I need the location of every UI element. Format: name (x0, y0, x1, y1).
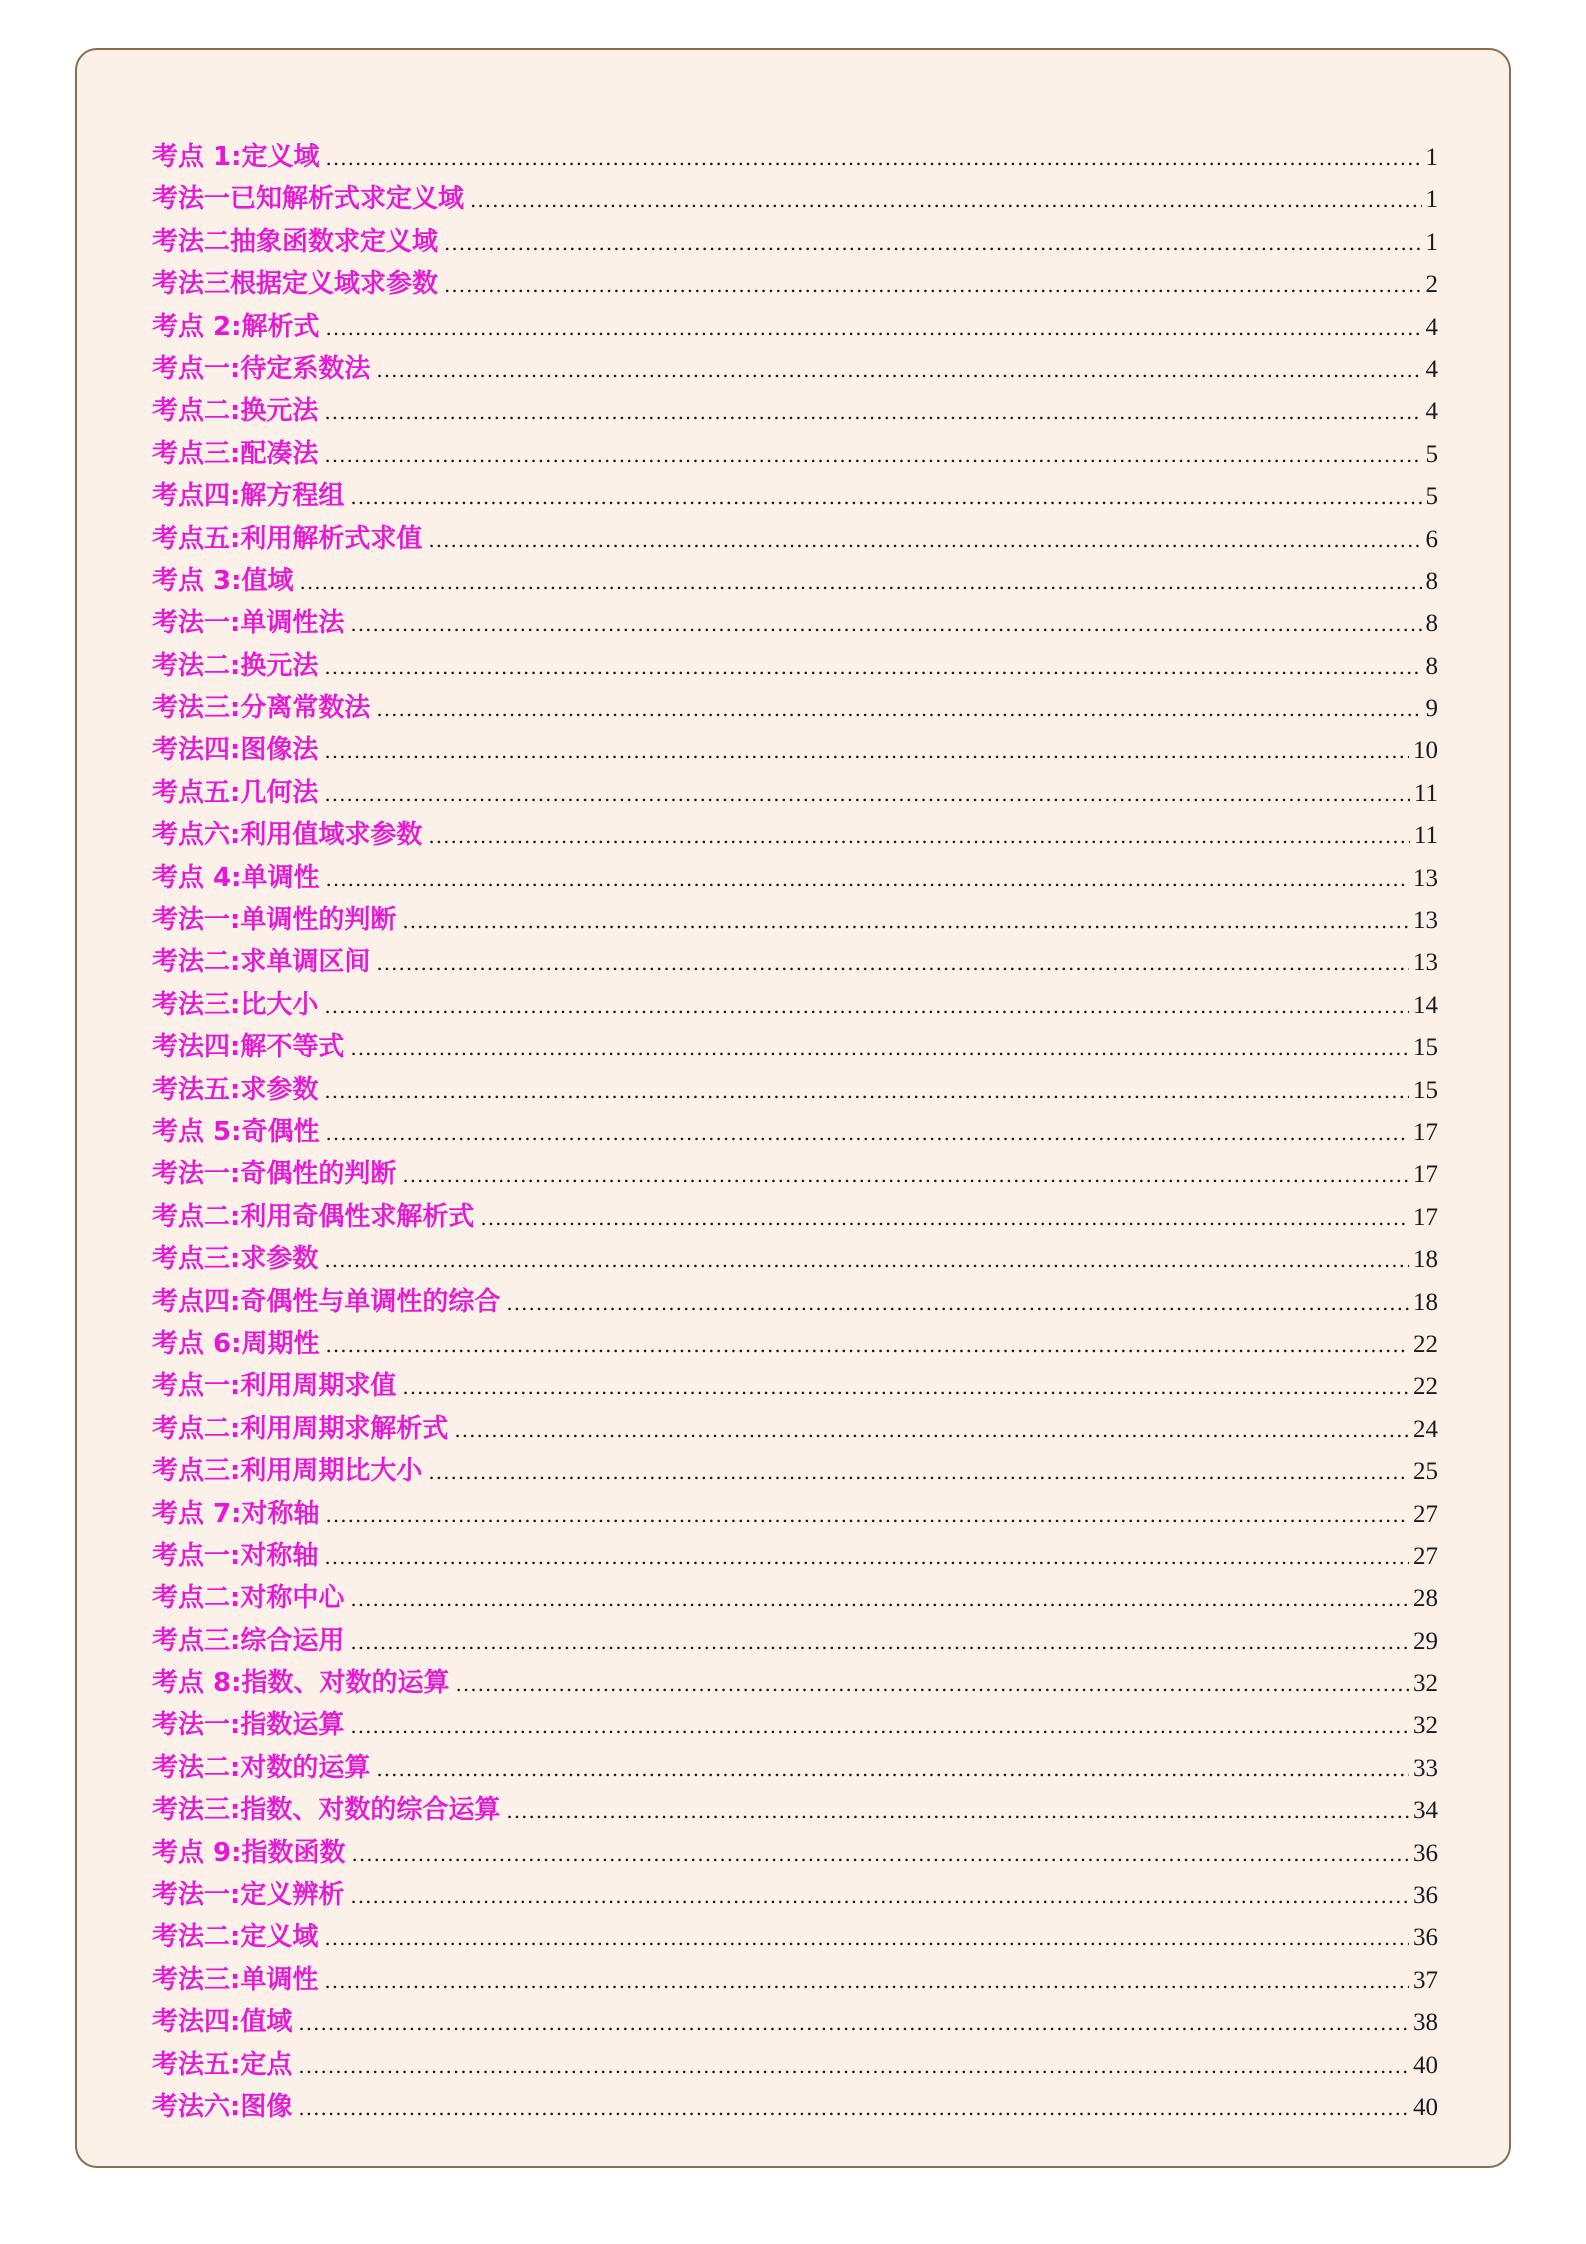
dot-leader (402, 1366, 1409, 1408)
dot-leader (324, 985, 1409, 1027)
dot-leader (456, 1663, 1409, 1705)
toc-entry[interactable] (152, 1323, 1438, 1365)
dot-leader (326, 1324, 1409, 1366)
toc-entry-title[interactable]: 考法一:单调性的判断 (152, 905, 397, 936)
toc-entry[interactable] (152, 1535, 1438, 1577)
dot-leader (324, 434, 1421, 476)
toc-entry-page-number: 17 (1413, 1203, 1438, 1231)
toc-entry[interactable] (152, 390, 1438, 432)
toc-entry-title[interactable]: 考法二:换元法 (152, 650, 319, 681)
toc-entry-title[interactable]: 考点 9:指数函数 (152, 1837, 346, 1868)
dot-leader (326, 858, 1409, 900)
toc-entry-page-number: 4 (1425, 398, 1438, 426)
toc-entry[interactable] (152, 1450, 1438, 1492)
toc-entry-page-number: 9 (1425, 695, 1438, 723)
toc-entry-page-number: 28 (1413, 1585, 1438, 1613)
dot-leader (506, 1790, 1409, 1832)
toc-entry[interactable] (152, 475, 1438, 517)
table-of-contents (152, 136, 1438, 2128)
toc-entry[interactable] (152, 1111, 1438, 1153)
toc-entry-page-number: 32 (1413, 1670, 1438, 1698)
toc-entry-title[interactable]: 考点二:利用奇偶性求解析式 (152, 1201, 475, 1232)
dot-leader (326, 1494, 1409, 1536)
toc-entry-page-number: 5 (1425, 440, 1438, 468)
dot-leader (506, 1282, 1409, 1324)
dot-leader (298, 2002, 1409, 2044)
dot-leader (428, 1451, 1409, 1493)
toc-entry-page-number: 37 (1413, 1966, 1438, 1994)
toc-entry-title[interactable]: 考法三:单调性 (152, 1964, 319, 1995)
dot-leader (444, 264, 1421, 306)
dot-leader (324, 391, 1421, 433)
toc-entry[interactable] (152, 1959, 1438, 2001)
toc-entry-page-number: 11 (1413, 822, 1438, 850)
toc-entry[interactable] (152, 1408, 1438, 1450)
toc-entry[interactable] (152, 1196, 1438, 1238)
toc-entry[interactable] (152, 1747, 1438, 1789)
toc-entry[interactable] (152, 1281, 1438, 1323)
toc-entry[interactable] (152, 1704, 1438, 1746)
dot-leader (428, 519, 1421, 561)
toc-entry[interactable] (152, 729, 1438, 771)
toc-entry[interactable] (152, 1069, 1438, 1111)
dot-leader (428, 815, 1410, 857)
toc-entry-page-number: 36 (1413, 1924, 1438, 1952)
toc-entry-page-number: 38 (1413, 2009, 1438, 2037)
toc-entry-title[interactable]: 考法一:单调性法 (152, 608, 345, 639)
toc-entry-title[interactable]: 考点三:利用周期比大小 (152, 1456, 423, 1487)
toc-entry-title[interactable]: 考点一:待定系数法 (152, 353, 371, 384)
toc-entry[interactable] (152, 1153, 1438, 1195)
toc-entry-title[interactable]: 考点二:换元法 (152, 396, 319, 427)
toc-entry[interactable] (152, 1916, 1438, 1958)
toc-entry[interactable] (152, 560, 1438, 602)
toc-entry[interactable] (152, 1832, 1438, 1874)
toc-entry-page-number: 6 (1425, 525, 1438, 553)
toc-entry[interactable] (152, 2044, 1438, 2086)
dot-leader (376, 1748, 1409, 1790)
toc-entry-page-number: 36 (1413, 1839, 1438, 1867)
toc-entry[interactable] (152, 306, 1438, 348)
toc-entry-page-number: 8 (1425, 652, 1438, 680)
toc-entry-title[interactable]: 考法二抽象函数求定义域 (152, 226, 439, 257)
toc-entry-title[interactable]: 考点二:利用周期求解析式 (152, 1413, 449, 1444)
toc-entry[interactable] (152, 1577, 1438, 1619)
toc-entry-title[interactable]: 考点五:几何法 (152, 777, 319, 808)
dot-leader (454, 1409, 1409, 1451)
toc-entry-page-number: 18 (1413, 1288, 1438, 1316)
toc-entry-page-number: 36 (1413, 1882, 1438, 1910)
toc-entry-page-number: 40 (1413, 2093, 1438, 2121)
toc-entry-page-number: 11 (1413, 779, 1438, 807)
toc-entry-page-number: 13 (1413, 949, 1438, 977)
dot-leader (324, 1536, 1409, 1578)
dot-leader (326, 1112, 1409, 1154)
dot-leader (324, 730, 1409, 772)
toc-entry[interactable] (152, 433, 1438, 475)
toc-entry-page-number: 4 (1425, 313, 1438, 341)
toc-entry-title[interactable]: 考点 8:指数、对数的运算 (152, 1668, 450, 1699)
toc-entry-page-number: 8 (1425, 610, 1438, 638)
dot-leader (350, 476, 1421, 518)
toc-entry-page-number: 15 (1413, 1034, 1438, 1062)
toc-entry-page-number: 27 (1413, 1542, 1438, 1570)
toc-entry-title[interactable]: 考点二:对称中心 (152, 1583, 345, 1614)
toc-entry[interactable] (152, 1874, 1438, 1916)
toc-entry[interactable] (152, 1238, 1438, 1280)
toc-entry[interactable] (152, 602, 1438, 644)
toc-entry-page-number: 2 (1425, 271, 1438, 299)
toc-entry-page-number: 17 (1413, 1118, 1438, 1146)
toc-entry[interactable] (152, 1365, 1438, 1407)
toc-entry-title[interactable]: 考点一:对称轴 (152, 1540, 319, 1571)
toc-entry-page-number: 40 (1413, 2051, 1438, 2079)
toc-entry-title[interactable]: 考法三根据定义域求参数 (152, 269, 439, 300)
toc-entry-page-number: 1 (1425, 144, 1438, 171)
toc-entry-page-number: 18 (1413, 1246, 1438, 1274)
toc-entry[interactable] (152, 687, 1438, 729)
toc-entry-title[interactable]: 考法四:解不等式 (152, 1032, 345, 1063)
toc-entry-page-number: 5 (1425, 483, 1438, 511)
toc-entry[interactable] (152, 772, 1438, 814)
toc-entry-title[interactable]: 考点六:利用值域求参数 (152, 820, 423, 851)
toc-entry-page-number: 22 (1413, 1373, 1438, 1401)
toc-entry-page-number: 1 (1425, 186, 1438, 214)
toc-entry[interactable] (152, 941, 1438, 983)
dot-leader (376, 349, 1421, 391)
toc-entry[interactable] (152, 1789, 1438, 1831)
toc-entry-page-number: 32 (1413, 1712, 1438, 1740)
toc-entry-title[interactable]: 考法一:定义辨析 (152, 1880, 345, 1911)
toc-entry[interactable] (152, 645, 1438, 687)
toc-entry-page-number: 33 (1413, 1754, 1438, 1782)
dot-leader (352, 1833, 1409, 1875)
dot-leader (376, 688, 1421, 730)
toc-entry[interactable] (152, 221, 1438, 263)
toc-entry-page-number: 24 (1413, 1415, 1438, 1443)
toc-entry-page-number: 13 (1413, 907, 1438, 935)
toc-entry-title[interactable]: 考法三:比大小 (152, 989, 319, 1020)
toc-entry[interactable] (152, 1662, 1438, 1704)
dot-leader (402, 1154, 1409, 1196)
toc-entry-title[interactable]: 考点一:利用周期求值 (152, 1371, 397, 1402)
toc-entry-page-number: 25 (1413, 1458, 1438, 1486)
toc-entry-page-number: 15 (1413, 1076, 1438, 1104)
dot-leader (350, 1621, 1409, 1663)
toc-entry-title[interactable]: 考点 6:周期性 (152, 1328, 320, 1359)
toc-entry-title[interactable]: 考点 1:定义域 (152, 142, 320, 172)
toc-entry-title[interactable]: 考法六:图像 (152, 2091, 293, 2122)
dot-leader (350, 1705, 1409, 1747)
toc-entry[interactable] (152, 1493, 1438, 1535)
dot-leader (298, 2045, 1409, 2087)
dot-leader (444, 222, 1421, 264)
toc-entry[interactable] (152, 518, 1438, 560)
toc-entry-page-number: 17 (1413, 1161, 1438, 1189)
toc-entry[interactable] (152, 984, 1438, 1026)
toc-entry-page-number: 1 (1425, 228, 1438, 256)
toc-entry[interactable] (152, 857, 1438, 899)
dot-leader (324, 646, 1421, 688)
dot-leader (324, 773, 1410, 815)
toc-entry-title[interactable]: 考法四:图像法 (152, 735, 319, 766)
dot-leader (326, 307, 1422, 349)
toc-entry[interactable] (152, 1620, 1438, 1662)
toc-entry[interactable] (152, 899, 1438, 941)
toc-entry-title[interactable]: 考点 4:单调性 (152, 862, 320, 893)
dot-leader (376, 942, 1409, 984)
toc-entry[interactable] (152, 178, 1438, 220)
toc-entry-title[interactable]: 考法二:定义域 (152, 1922, 319, 1953)
toc-entry[interactable] (152, 348, 1438, 390)
dot-leader (324, 1960, 1409, 2002)
toc-entry-page-number: 22 (1413, 1330, 1438, 1358)
dot-leader (402, 900, 1409, 942)
toc-entry-title[interactable]: 考点三:综合运用 (152, 1625, 345, 1656)
toc-entry-title[interactable]: 考点 5:奇偶性 (152, 1116, 320, 1147)
dot-leader (480, 1197, 1409, 1239)
toc-entry-page-number: 13 (1413, 864, 1438, 892)
toc-entry-title[interactable]: 考法一已知解析式求定义域 (152, 184, 465, 215)
dot-leader (350, 603, 1421, 645)
toc-entry-title[interactable]: 考点五:利用解析式求值 (152, 523, 423, 554)
toc-entry-title[interactable]: 考点四:奇偶性与单调性的综合 (152, 1286, 501, 1317)
toc-entry-page-number: 29 (1413, 1627, 1438, 1655)
toc-entry[interactable] (152, 2001, 1438, 2043)
toc-entry[interactable] (152, 263, 1438, 305)
dot-leader (326, 137, 1422, 179)
toc-entry-title[interactable]: 考点 3:值域 (152, 565, 294, 596)
toc-entry-title[interactable]: 考点 7:对称轴 (152, 1498, 320, 1529)
dot-leader (298, 2087, 1409, 2129)
dot-leader (324, 1070, 1409, 1112)
toc-entry[interactable] (152, 814, 1438, 856)
toc-entry[interactable] (152, 136, 1438, 178)
toc-entry[interactable] (152, 2086, 1438, 2128)
dot-leader (350, 1027, 1409, 1069)
toc-entry-title[interactable]: 考法四:值域 (152, 2007, 293, 2038)
dot-leader (470, 179, 1421, 221)
toc-entry-page-number: 8 (1425, 567, 1438, 595)
toc-entry-title[interactable]: 考点 2:解析式 (152, 311, 320, 342)
toc-entry-page-number: 10 (1413, 737, 1438, 765)
toc-entry-page-number: 14 (1413, 991, 1438, 1019)
toc-entry-title[interactable]: 考法五:定点 (152, 2049, 293, 2080)
toc-entry-title[interactable]: 考法三:指数、对数的综合运算 (152, 1795, 501, 1826)
toc-entry-page-number: 4 (1425, 355, 1438, 383)
toc-entry-title[interactable]: 考点四:解方程组 (152, 481, 345, 512)
dot-leader (300, 561, 1422, 603)
dot-leader (324, 1239, 1409, 1281)
toc-entry-title[interactable]: 考点三:求参数 (152, 1244, 319, 1275)
toc-entry-page-number: 34 (1413, 1797, 1438, 1825)
toc-entry-title[interactable]: 考法一:指数运算 (152, 1710, 345, 1741)
toc-entry-title[interactable]: 考点三:配凑法 (152, 438, 319, 469)
dot-leader (350, 1875, 1409, 1917)
toc-entry[interactable] (152, 1026, 1438, 1068)
toc-entry-title[interactable]: 考法二:对数的运算 (152, 1752, 371, 1783)
toc-entry-title[interactable]: 考法二:求单调区间 (152, 947, 371, 978)
toc-entry-page-number: 27 (1413, 1500, 1438, 1528)
toc-entry-title[interactable]: 考法一:奇偶性的判断 (152, 1159, 397, 1190)
toc-entry-title[interactable]: 考法五:求参数 (152, 1074, 319, 1105)
toc-entry-title[interactable]: 考法三:分离常数法 (152, 693, 371, 724)
dot-leader (324, 1917, 1409, 1959)
dot-leader (350, 1578, 1409, 1620)
